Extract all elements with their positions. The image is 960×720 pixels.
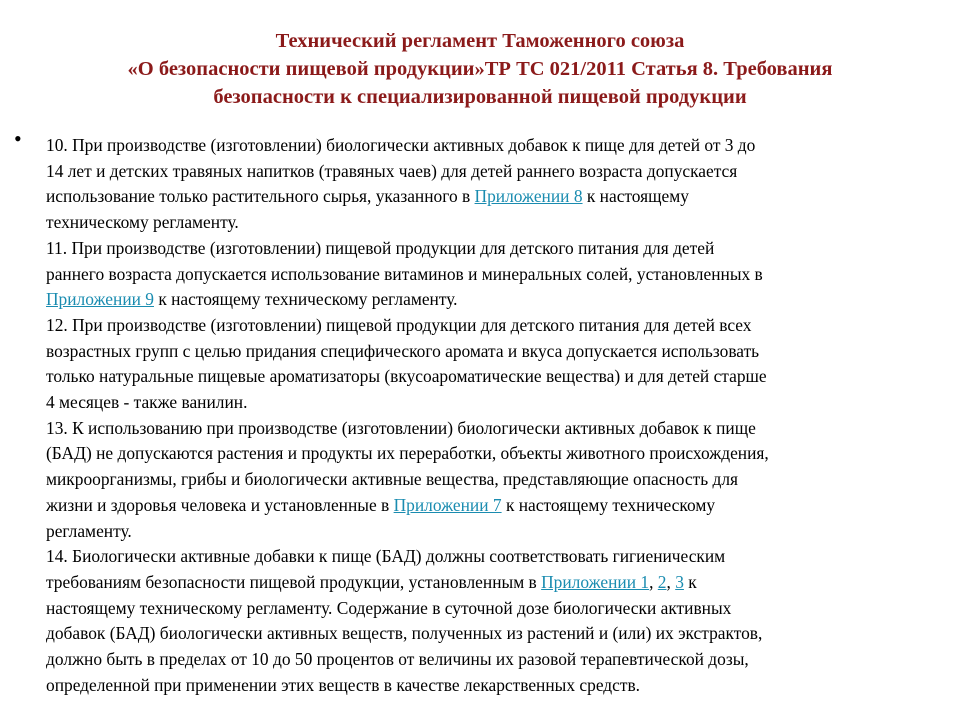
slide-title	[40, 27, 920, 111]
appendix-8-link[interactable]: Приложении 8	[474, 186, 583, 207]
p13-line-3: микроорганизмы, грибы и биологически активные вещества, представляющие опасность для	[46, 469, 739, 490]
body-text	[46, 133, 926, 698]
p13-line-2: (БАД) не допускаются растения и продукты их переработки, объекты животного происхождения,	[46, 443, 769, 464]
p14-line-4: добавок (БАД) биологически активных веществ, полученных из растений и (или) их экстрактов,	[46, 623, 763, 644]
p13-line-4-text: жизни и здоровья человека и установленные в	[46, 494, 394, 515]
appendix-3-link[interactable]: 3	[675, 571, 684, 592]
p10-line-3	[46, 184, 926, 210]
appendix-7-link[interactable]: Приложении 7	[393, 494, 502, 515]
p14-line-2-text: требованиям безопасности пищевой продукции, установленным в	[46, 571, 542, 592]
p10-line-3-tail: к настоящему	[582, 186, 689, 207]
p11-line-1: 11. При производстве (изготовлении) пищевой продукции для детского питания для детей	[46, 237, 715, 258]
p14-sep-1: ,	[649, 571, 658, 592]
appendix-1-link[interactable]: Приложении 1	[541, 571, 650, 592]
p14-line-1: 14. Биологически активные добавки к пище (БАД) должны соответствовать гигиеническим	[46, 546, 726, 567]
p10-line-1: 10. При производстве (изготовлении) биологически активных добавок к пище для детей от 3 до	[46, 135, 756, 155]
p11-line-3	[46, 287, 926, 313]
appendix-2-link[interactable]: 2	[657, 571, 667, 592]
p14-line-5: должно быть в пределах от 10 до 50 процентов от величины их разовой терапевтической дозы,	[46, 649, 749, 670]
p13-line-1: 13. К использованию при производстве (изготовлении) биологически активных добавок к пище	[46, 417, 756, 438]
p14-sep-2: ,	[666, 571, 676, 592]
p14-line-3: настоящему техническому регламенту. Содержание в суточной дозе биологически активных	[46, 597, 732, 618]
p12-line-2: возрастных групп с целью придания специфического аромата и вкуса допускается использовать	[46, 340, 760, 361]
title-line-3: безопасности к специализированной пищевой продукции	[213, 86, 747, 108]
p13-line-4	[46, 493, 926, 519]
p10-line-2: 14 лет и детских травяных напитков (травяных чаев) для детей раннего возраста допускается	[46, 160, 738, 181]
p12-line-4: 4 месяцев - также ванилин.	[46, 392, 248, 413]
bullet-point: •	[14, 126, 22, 151]
p14-line-2	[46, 570, 926, 596]
p13-line-4-tail: к настоящему техническому	[501, 494, 716, 515]
p10-line-3-text: использование только растительного сырья, указанного в	[46, 186, 475, 207]
p14-line-6: определенной при применении этих веществ в качестве лекарственных средств.	[46, 674, 641, 695]
p11-line-2: раннего возраста допускается использование витаминов и минеральных солей, установленных в	[46, 263, 763, 284]
p12-line-1: 12. При производстве (изготовлении) пищевой продукции для детского питания для детей всех	[46, 314, 752, 335]
appendix-9-link[interactable]: Приложении 9	[46, 289, 154, 310]
p10-line-4: техническому регламенту.	[46, 212, 239, 233]
p12-line-3: только натуральные пищевые ароматизаторы (вкусоароматические вещества) и для детей старше	[46, 366, 767, 387]
title-line-2: «О безопасности пищевой продукции»ТР ТС 021/2011 Статья 8. Требования	[127, 58, 833, 80]
p13-line-5: регламенту.	[46, 520, 132, 541]
p11-line-3-tail: к настоящему техническому регламенту.	[153, 289, 458, 310]
p14-line-2-tail: к	[683, 571, 697, 592]
title-line-1: Технический регламент Таможенного союза	[275, 30, 685, 52]
